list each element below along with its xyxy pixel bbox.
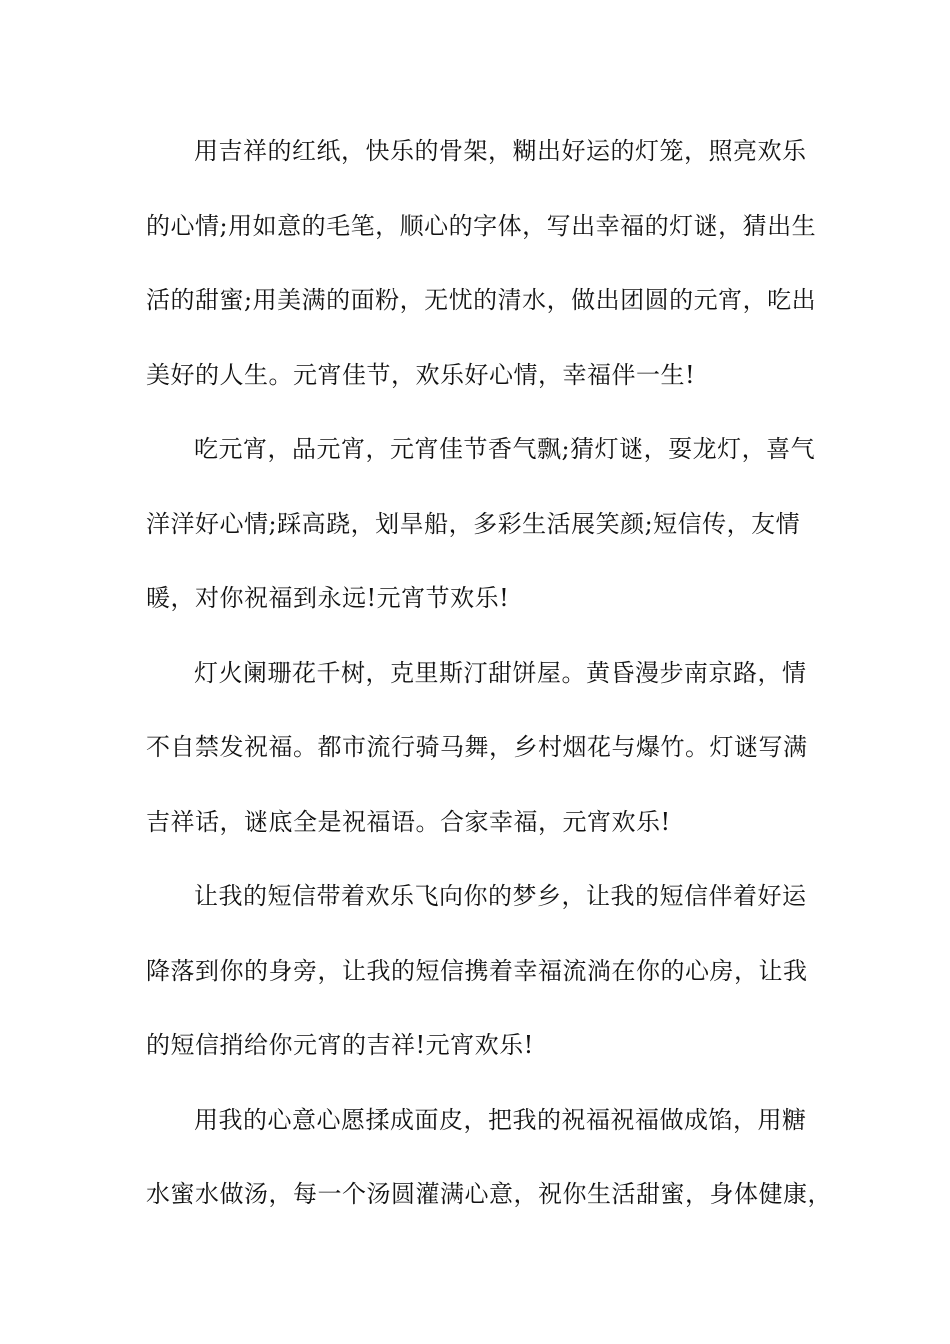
text-line: 水蜜水做汤，每一个汤圆灌满心意，祝你生活甜蜜，身体健康， (146, 1180, 832, 1208)
paragraph-2 (146, 426, 826, 650)
document-body (146, 128, 832, 1246)
text-line: 用吉祥的红纸，快乐的骨架，糊出好运的灯笼，照亮欢乐 (194, 137, 807, 165)
text-line: 美好的人生。元宵佳节，欢乐好心情，幸福伴一生! (146, 360, 696, 389)
text-line: 让我的短信带着欢乐飞向你的梦乡，让我的短信伴着好运 (194, 882, 807, 910)
text-line: 的心情;用如意的毛笔，顺心的字体，写出幸福的灯谜，猜出生 (146, 211, 817, 240)
text-line: 活的甜蜜;用美满的面粉，无忧的清水，做出团圆的元宵，吃出 (146, 286, 817, 314)
text-line: 吃元宵，品元宵，元宵佳节香气飘;猜灯谜，耍龙灯，喜气 (194, 435, 816, 463)
text-line: 吉祥话，谜底全是祝福语。合家幸福，元宵欢乐! (146, 807, 671, 836)
paragraph-5 (146, 1097, 832, 1246)
text-line: 的短信捎给你元宵的吉祥!元宵欢乐! (146, 1031, 534, 1059)
paragraph-4 (146, 873, 826, 1097)
text-line: 不自禁发祝福。都市流行骑马舞，乡村烟花与爆竹。灯谜写满 (146, 733, 808, 761)
paragraph-1 (146, 128, 826, 426)
text-line: 灯火阑珊花千树，克里斯汀甜饼屋。黄昏漫步南京路，情 (194, 658, 807, 687)
text-line: 用我的心意心愿揉成面皮，把我的祝福祝福做成馅，用糖 (194, 1105, 807, 1134)
text-line: 降落到你的身旁，让我的短信携着幸福流淌在你的心房，让我 (146, 956, 808, 985)
text-line: 洋洋好心情;踩高跷，划旱船，多彩生活展笑颜;短信传，友情 (146, 509, 801, 538)
text-line: 暖，对你祝福到永远!元宵节欢乐! (146, 584, 510, 612)
paragraph-3 (146, 650, 826, 874)
